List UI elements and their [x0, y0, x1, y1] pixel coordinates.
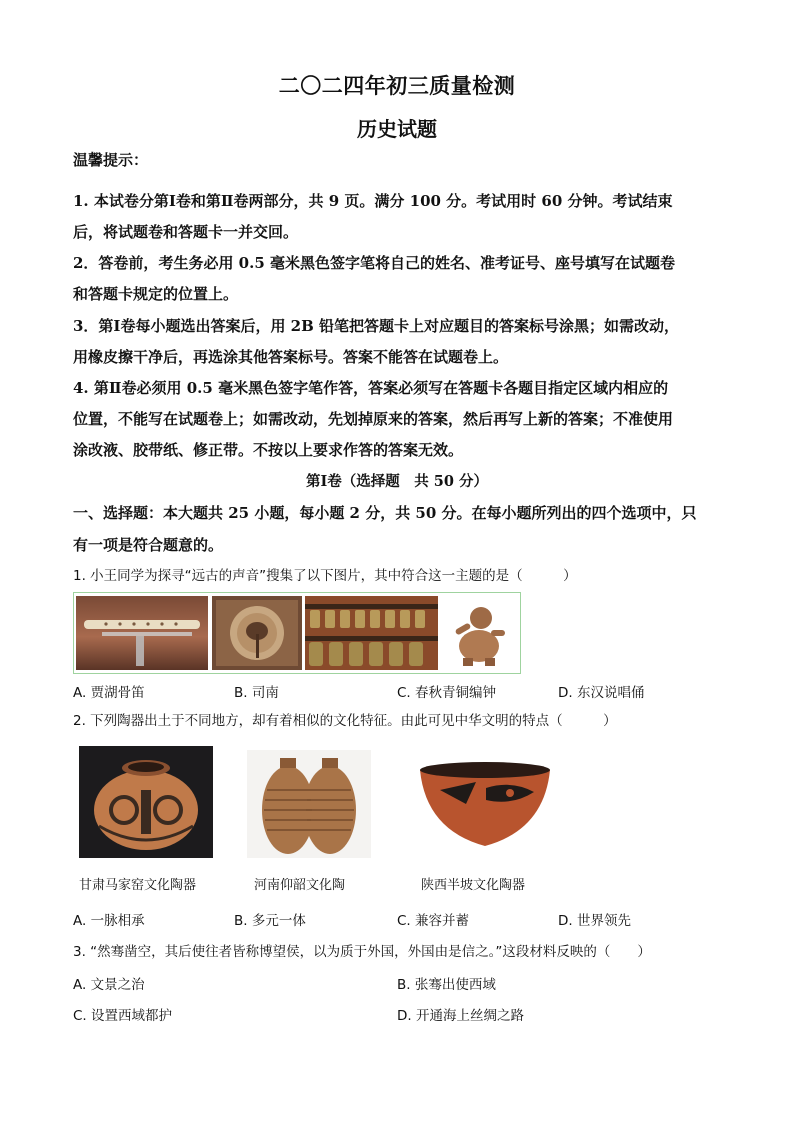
question-3-option-c: C. 设置西域都护: [73, 1008, 173, 1024]
question-1-image-strip: [73, 592, 521, 674]
question-1-stem: 1. 小王同学为探寻“远古的声音”搜集了以下图片，其中符合这一主题的是（ ）: [73, 568, 577, 584]
question-1-option-b: B. 司南: [234, 685, 279, 701]
banpo-pottery-image: [416, 760, 554, 850]
question-3-option-b: B. 张骞出使西域: [397, 977, 496, 993]
question-3-option-a: A. 文景之治: [73, 977, 145, 993]
notice-line: 位置，不能写在试题卷上；如需改动，先划掉原来的答案，然后再写上新的答案；不准使用: [73, 410, 674, 428]
notice-line: 3．第Ⅰ卷每小题选出答案后，用 2B 铅笔把答题卡上对应题目的答案标号涂黑；如需改动，: [73, 317, 680, 335]
notice-line: 4. 第Ⅱ卷必须用 0.5 毫米黑色签字笔作答，答案必须写在答题卡各题目指定区域内相应的: [73, 379, 669, 397]
notice-line: 2．答卷前，考生务必用 0.5 毫米黑色签字笔将自己的姓名、准考证号、座号填写在试题卷: [73, 254, 675, 272]
bronze-bells-image: [305, 596, 438, 670]
question-3-stem: 3. “然骞凿空，其后使往者皆称博望侯，以为质于外国，外国由是信之。”这段材料反映的（ ）: [73, 944, 651, 960]
exam-subject: 历史试题: [357, 117, 437, 141]
question-3-option-d: D. 开通海上丝绸之路: [397, 1008, 524, 1024]
question-1-option-a: A. 贾湖骨笛: [73, 685, 145, 701]
section-instruction: 一、选择题：本大题共 25 小题，每小题 2 分，共 50 分。在每小题所列出的四个选项中，只: [73, 504, 697, 522]
yangshao-pottery-image: [247, 750, 371, 858]
majiayao-pottery-image: [79, 746, 213, 858]
question-2-option-b: B. 多元一体: [234, 913, 306, 929]
caption-banpo: 陕西半坡文化陶器: [421, 878, 526, 893]
caption-yangshao: 河南仰韶文化陶: [254, 878, 346, 893]
notice-line: 涂改液、胶带纸、修正带。不按以上要求作答的答案无效。: [73, 441, 464, 459]
section-title: 第Ⅰ卷（选择题 共 50 分）: [305, 473, 489, 490]
question-2-option-a: A. 一脉相承: [73, 913, 145, 929]
question-1-option-d: D. 东汉说唱俑: [558, 685, 645, 701]
exam-title: 二〇二四年初三质量检测: [278, 73, 516, 98]
compass-image: [212, 596, 302, 670]
notice-line: 1. 本试卷分第Ⅰ卷和第Ⅱ卷两部分，共 9 页。满分 100 分。考试用时 60 分钟。考试结束: [73, 192, 673, 210]
notice-line: 用橡皮擦干净后，再选涂其他答案标号。答案不能答在试题卷上。: [73, 348, 509, 366]
notice-line: 和答题卡规定的位置上。: [73, 285, 239, 303]
question-2-option-d: D. 世界领先: [558, 913, 631, 929]
notice-heading: 温馨提示：: [73, 151, 149, 169]
storyteller-figurine-image: [441, 596, 517, 670]
question-2-stem: 2. 下列陶器出土于不同地方，却有着相似的文化特征。由此可见中华文明的特点（ ）: [73, 713, 617, 729]
question-1-option-c: C. 春秋青铜编钟: [397, 685, 497, 701]
question-2-option-c: C. 兼容并蓄: [397, 913, 470, 929]
caption-majiayao: 甘肃马家窑文化陶器: [79, 878, 197, 893]
notice-line: 后，将试题卷和答题卡一并交回。: [73, 223, 299, 241]
bone-flute-image: [76, 596, 208, 670]
section-instruction: 有一项是符合题意的。: [73, 536, 224, 554]
